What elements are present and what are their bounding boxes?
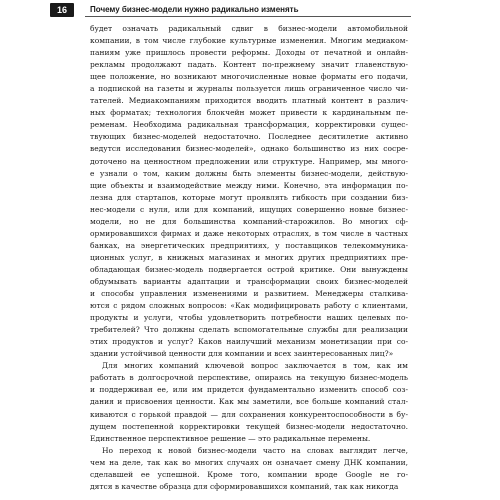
text-line: лезна для стартапов, которые могут проявлять гибкость при создании биз- bbox=[90, 192, 408, 202]
text-line: ционных услуг, в книжных магазинах и многих других предприятиях пре- bbox=[90, 252, 408, 262]
text-line: и способы управления изменениями и развитием. Менеджеры сталкива- bbox=[90, 289, 408, 299]
header-rule bbox=[85, 16, 411, 17]
text-line: Единственное перспективное решение — это радикальные перемены. bbox=[90, 433, 371, 443]
text-line: банках, на энергетических предприятиях, у поставщиков телекоммуника- bbox=[90, 240, 408, 250]
text-line: обладающая бизнес-модель подвергается острой критике. Они вынуждены bbox=[90, 264, 408, 274]
text-line: Для многих компаний ключевой вопрос заключается в том, как им bbox=[102, 361, 408, 371]
text-line: а подпиской на газеты и журналы пользуется лишь ограниченное число чи- bbox=[90, 84, 408, 94]
text-line: ормировавшихся фирмах и даже некоторых отраслях, в том числе в частных bbox=[90, 228, 408, 238]
text-line: рекламы продолжают падать. Контент по-прежнему значит главенствую- bbox=[90, 60, 408, 70]
text-line: компании, в том числе глубокие культурные изменения. Многим медиаком- bbox=[90, 36, 408, 46]
text-line: ременам. Необходима радикальная трансформация, корректировки сущес- bbox=[90, 120, 408, 130]
text-line: паниям уже пришлось провести реформы. Доходы от печатной и онлайн- bbox=[90, 48, 408, 58]
text-line: этих продуктов и услуг? Каков наилучший механизм монетизации при со- bbox=[90, 337, 408, 347]
text-line: продукты и услуги, чтобы удовлетворить потребности наших целевых по- bbox=[90, 313, 408, 323]
text-line: твующих бизнес-моделей недостаточно. Последнее десятилетие активно bbox=[90, 132, 408, 142]
text-line: щее положение, но возникают многочисленные новые форматы его подачи, bbox=[90, 72, 408, 82]
text-line: дятся в качестве образца для сформировавшихся компаний, так как никогда bbox=[90, 481, 399, 491]
text-line: будет означать радикальный сдвиг в бизнес-модели автомобильной bbox=[90, 24, 408, 33]
text-line: сделавшей ее успешной. Кроме того, компании вроде Google не го- bbox=[90, 469, 408, 479]
text-line: доточено на ценностном предложении или структуре. Например, мы много- bbox=[90, 156, 408, 166]
body-text bbox=[90, 23, 408, 493]
text-line: дания и присвоения ценности. Как мы заметили, все больше компаний стал- bbox=[90, 397, 408, 407]
text-line: модели, но не для большинства компаний-старожилов. Во многих сф- bbox=[90, 216, 408, 226]
text-line: нес-модели с нуля, или для компаний, ищущих совершенно новые бизнес- bbox=[90, 204, 408, 214]
text-line: работать в долгосрочной перспективе, опираясь на текущую бизнес-модель bbox=[90, 373, 408, 383]
text-line: обдумывать варианты адаптации и трансформации своих бизнес-моделей bbox=[90, 276, 408, 286]
text-line: тателей. Медиакомпаниям приходится вводить платный контент в различ- bbox=[90, 96, 408, 106]
page-number-badge: 16 bbox=[50, 3, 74, 17]
text-line: и поддерживая ее, или им придется фундаментально изменить способ соз- bbox=[90, 385, 408, 395]
text-line: здании устойчивой ценности для компании и всех заинтересованных лиц?» bbox=[90, 349, 394, 359]
paragraph bbox=[90, 445, 408, 493]
text-line: щие объекты и взаимодействие между ними. Конечно, эта информация по- bbox=[90, 180, 408, 190]
text-line: чем на деле, так как во многих случаях он означает смену ДНК компании, bbox=[90, 457, 408, 467]
text-line: требителей? Что должны сделать вспомогательные службы для реализации bbox=[90, 325, 408, 335]
page-header bbox=[0, 0, 500, 14]
text-line: дущем постепенной корректировки текущей бизнес-модели недостаточно. bbox=[90, 421, 408, 431]
paragraph bbox=[90, 360, 408, 444]
text-line: Но переход к новой бизнес-модели часто на словах выглядит легче, bbox=[102, 445, 408, 455]
running-head: Почему бизнес-модели нужно радикально изменять bbox=[90, 5, 299, 14]
paragraph bbox=[90, 23, 408, 360]
text-line: ются с рядом сложных вопросов: «Как модифицировать работу с клиентами, bbox=[90, 301, 408, 311]
text-line: е узнали о том, каким должны быть элементы бизнес-модели, действую- bbox=[90, 168, 408, 178]
text-line: ведутся исследования бизнес-моделей», однако большинство из них сосре- bbox=[90, 144, 408, 154]
text-line: киваются с горькой правдой — для сохранения конкурентоспособности в бу- bbox=[90, 409, 408, 419]
text-line: ных форматах; технология блокчейн может привести к кардинальным пе- bbox=[90, 108, 408, 118]
